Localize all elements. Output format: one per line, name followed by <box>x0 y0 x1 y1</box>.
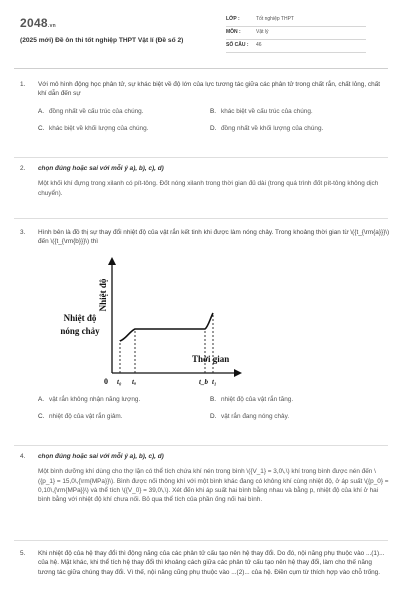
option-letter: A. <box>38 395 45 403</box>
option-a[interactable] <box>38 107 210 116</box>
option-text: đồng nhất về cấu trúc của chúng. <box>49 107 144 115</box>
question-separator <box>14 218 388 219</box>
option-c[interactable] <box>38 412 210 421</box>
meta-row-count <box>226 40 366 53</box>
meta-key: SỐ CÂU : <box>226 42 249 49</box>
question-number: 4. <box>20 453 26 460</box>
logo-sub: .vn <box>47 23 57 29</box>
x-axis-arrow <box>234 369 242 377</box>
question-separator <box>14 157 388 158</box>
document-header <box>20 10 390 64</box>
melting-graph <box>42 255 242 387</box>
question-text: Với mô hình động học phân tử, sự khác biệt về độ lớn của lực tương tác giữa các phân tử trong chất rắn, chất lỏng, chất khí dẫn đến sự <box>38 81 380 98</box>
tick-t1: t₁ <box>212 377 217 386</box>
question-paragraph: Một bình dưỡng khí dùng cho thợ lặn có thể tích chứa khí nén trong bình \({V_1} = 3,0\,\) khí trong bình được nén đến \({p_1} = 15,0\,{\rm{MPa}}\). Bình được nối thông khí với một bình khác đang có không khí cùng nhiệt độ, ở áp suất \({p_0} = 0,10\,{\rm{MPa}}\) và thể tích \({V_0} = 39,0\,\). Xét đến khi áp suất hai bình bằng nhau và bằng p, nhiệt độ của khí ở hai bình bằng với nhiệt độ khí chưa nối. Bỏ qua thể tích của phần ống nối hai bình. <box>38 468 389 504</box>
option-c[interactable] <box>38 124 210 133</box>
meta-value: Tốt nghiệp THPT <box>256 16 294 23</box>
question-5 <box>20 549 390 577</box>
answer-options <box>38 395 390 422</box>
tick-t0: t₀ <box>117 377 122 386</box>
option-letter: D. <box>210 124 217 132</box>
option-text: vật rắn không nhận năng lượng. <box>49 395 141 403</box>
option-letter: C. <box>38 124 45 132</box>
question-4 <box>20 452 390 504</box>
option-text: nhiệt độ của vật rắn giảm. <box>49 412 123 420</box>
option-letter: A. <box>38 107 45 115</box>
option-letter: B. <box>210 107 217 115</box>
question-3 <box>20 228 390 421</box>
meta-row-class <box>226 14 366 27</box>
question-text: Khi nhiệt độ của hệ thay đổi thì động năng của các phân tử cấu tạo nên hệ thay đổi. Do đó, nội năng phụ thuộc vào ...(1)... của hệ. Mặt khác, khi thể tích hệ thay đổi thì khoảng cách giữa các phân tử cấu tạo nên hệ thay đổi, làm cho thế năng tương tác giữa chúng thay đổi. Vì thế, nội năng cũng phụ thuộc vào ...(2)... của hệ. Điền cụm từ thích hợp vào chỗ trống. <box>38 550 385 576</box>
meta-row-subject <box>226 27 366 40</box>
option-letter: D. <box>210 412 217 420</box>
melting-label-line1: Nhiệt độ <box>63 312 97 323</box>
option-b[interactable] <box>210 395 380 404</box>
question-separator <box>14 540 388 541</box>
question-1 <box>20 80 390 133</box>
option-text: khác biệt về khối lượng của chúng. <box>49 124 149 132</box>
meta-key: MÔN : <box>226 29 241 36</box>
meta-value: 46 <box>256 42 262 49</box>
question-2 <box>20 164 390 198</box>
question-instruction: chọn đúng hoặc sai với mỗi ý a), b), c), d) <box>38 453 164 460</box>
option-letter: B. <box>210 395 217 403</box>
x-axis-label: Thời gian <box>192 353 230 364</box>
answer-options <box>38 107 390 134</box>
option-text: khác biệt về cấu trúc của chúng. <box>221 107 313 115</box>
melting-graph-figure <box>42 255 242 387</box>
option-d[interactable] <box>210 124 380 133</box>
option-b[interactable] <box>210 107 380 116</box>
question-instruction: chọn đúng hoặc sai với mỗi ý a), b), c), d) <box>38 165 164 172</box>
header-divider <box>14 68 388 69</box>
option-a[interactable] <box>38 395 210 404</box>
tick-ta: tₐ <box>132 377 137 386</box>
tick-tb: t_b <box>199 377 208 386</box>
question-number: 2. <box>20 165 26 172</box>
question-number: 3. <box>20 229 26 236</box>
question-number: 1. <box>20 81 26 88</box>
question-paragraph: Một khối khí đựng trong xilanh có pít-tông. Đốt nóng xilanh trong thời gian đủ dài (trong quá trình đốt pít-tông không dịch chuyển). <box>38 180 379 197</box>
origin-label: 0 <box>104 376 108 386</box>
question-number: 5. <box>20 550 26 557</box>
site-logo[interactable] <box>20 15 56 32</box>
question-separator <box>14 445 388 446</box>
logo-main: 2048 <box>20 16 48 30</box>
temperature-curve <box>120 313 213 341</box>
meta-value: Vật lý <box>256 29 269 36</box>
option-d[interactable] <box>210 412 380 421</box>
melting-label-line2: nóng chảy <box>60 325 100 336</box>
meta-table <box>226 14 366 53</box>
option-text: đồng nhất về khối lượng của chúng. <box>221 124 324 132</box>
option-letter: C. <box>38 412 45 420</box>
option-text: nhiệt độ của vật rắn tăng. <box>221 395 294 403</box>
option-text: vật rắn đang nóng chảy. <box>221 412 290 420</box>
meta-key: LỚP : <box>226 16 240 23</box>
question-text: Hình bên là đồ thị sự thay đổi nhiệt độ của vật rắn kết tinh khi được làm nóng chảy. Trong khoảng thời gian từ \({t_{\rm{a}}}\) đến \({t_{\rm{b}}}\) thì <box>38 229 390 246</box>
document-title: (2025 mới) Đề ôn thi tốt nghiệp THPT Vật lí (Đề số 2) <box>20 37 184 44</box>
y-axis-arrow <box>108 257 116 265</box>
y-axis-label: Nhiệt độ <box>98 278 108 311</box>
